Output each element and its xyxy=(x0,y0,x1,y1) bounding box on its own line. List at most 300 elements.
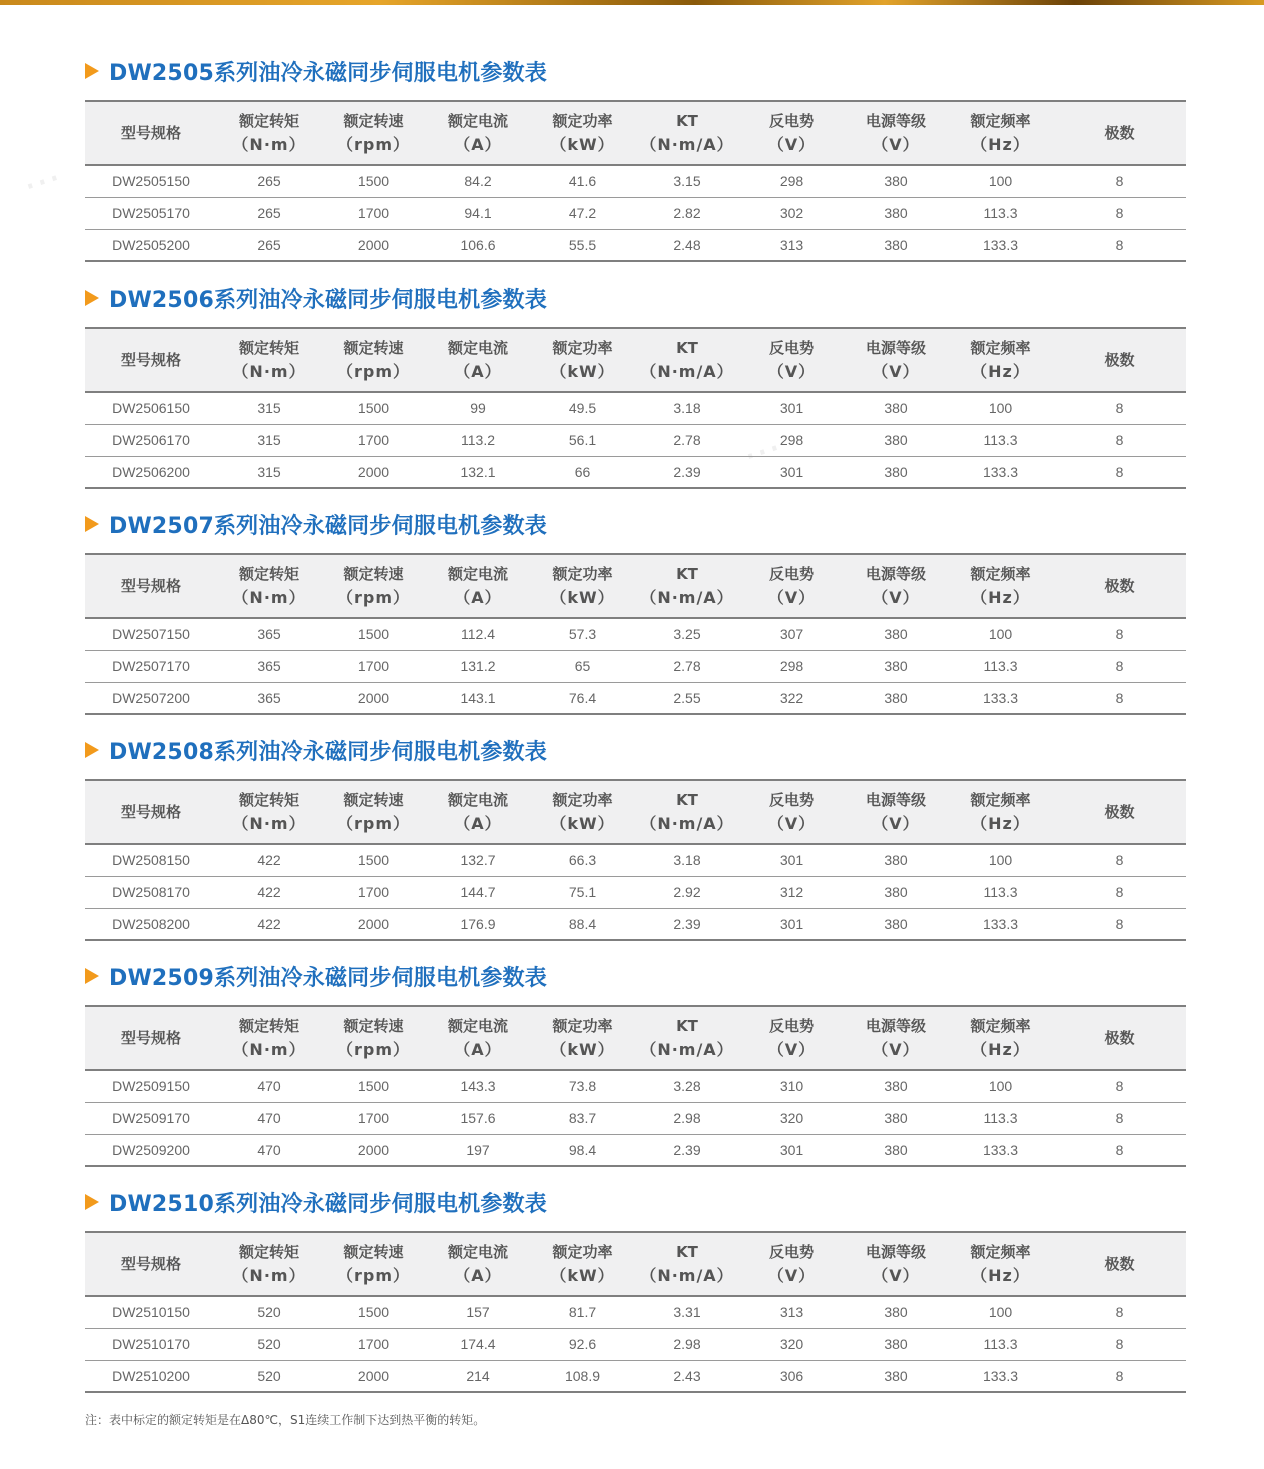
column-header xyxy=(635,780,739,844)
column-header xyxy=(530,1006,635,1070)
table-cell: 380 xyxy=(844,456,948,488)
table-cell: 380 xyxy=(884,1304,908,1321)
table-cell: 65 xyxy=(530,650,635,682)
column-header-unit: （N·m/A） xyxy=(640,814,734,833)
table-cell: 98.4 xyxy=(530,1134,635,1166)
column-header-unit: （N·m） xyxy=(232,1040,306,1059)
table-cell: 301 xyxy=(739,456,844,488)
table-cell: 422 xyxy=(217,876,321,908)
table-cell: 2.39 xyxy=(635,1134,739,1166)
table-cell: 365 xyxy=(217,650,321,682)
table-cell: 520 xyxy=(217,1360,321,1392)
table-row xyxy=(85,229,1186,261)
column-header-unit: （V） xyxy=(872,1266,920,1285)
table-cell: DW2510200 xyxy=(85,1360,217,1392)
table-cell: 320 xyxy=(739,1328,844,1360)
table-cell: 380 xyxy=(844,229,948,261)
watermark: … xyxy=(14,145,64,199)
column-header-label: 额定频率 xyxy=(970,1017,1031,1035)
column-header-unit: （kW） xyxy=(550,1266,615,1285)
column-header xyxy=(85,1232,217,1296)
table-cell: 1500 xyxy=(357,1304,390,1321)
table-cell: DW2505200 xyxy=(85,229,217,261)
table-cell: 73.8 xyxy=(568,1078,597,1095)
column-header xyxy=(85,1006,217,1070)
column-header-label: 反电势 xyxy=(768,791,814,809)
table-cell: 1500 xyxy=(357,400,390,417)
column-header xyxy=(948,1232,1053,1296)
table-cell: 92.6 xyxy=(530,1328,635,1360)
column-header-unit: （Hz） xyxy=(971,135,1030,154)
column-header-label: 电源等级 xyxy=(865,791,926,809)
table-cell: 108.9 xyxy=(530,1360,635,1392)
spec-table xyxy=(85,779,1186,941)
column-header-unit: （V） xyxy=(872,1040,920,1059)
table-cell: 380 xyxy=(844,1360,948,1392)
column-header xyxy=(321,101,426,165)
column-header-label: 额定电流 xyxy=(447,791,508,809)
table-cell: 113.3 xyxy=(948,650,1053,682)
header-row xyxy=(85,101,1186,165)
column-header-label: 电源等级 xyxy=(865,1243,926,1261)
table-row xyxy=(85,165,1186,197)
column-header-label: 额定电流 xyxy=(447,112,508,130)
table-cell: 1700 xyxy=(321,424,426,456)
column-header-unit: （A） xyxy=(454,1040,502,1059)
column-header-unit: （N·m） xyxy=(232,814,306,833)
table-cell: 133.3 xyxy=(948,908,1053,940)
watermark: … xyxy=(734,415,784,469)
column-header-unit: （rpm） xyxy=(336,135,411,154)
column-header-label: 型号规格 xyxy=(120,123,181,142)
column-header xyxy=(844,101,948,165)
table-cell: 133.3 xyxy=(948,682,1053,714)
column-header xyxy=(426,101,530,165)
column-header-label: 极数 xyxy=(1104,802,1135,821)
table-cell: 3.18 xyxy=(673,400,701,417)
table-cell: 8 xyxy=(1053,908,1186,940)
table-cell: 310 xyxy=(779,1078,804,1095)
table-cell: 106.6 xyxy=(426,229,530,261)
column-header-unit: （V） xyxy=(872,362,920,381)
table-cell: 380 xyxy=(844,197,948,229)
column-header-label: 极数 xyxy=(1104,1254,1135,1273)
table-cell: 56.1 xyxy=(530,424,635,456)
column-header xyxy=(217,554,321,618)
table-cell: 2.82 xyxy=(635,197,739,229)
table-cell: 131.2 xyxy=(426,650,530,682)
header-row xyxy=(85,554,1186,618)
table-cell: DW2510150 xyxy=(112,1304,190,1321)
column-header xyxy=(530,780,635,844)
column-header-unit: （N·m/A） xyxy=(640,588,734,607)
table-cell: 470 xyxy=(217,1102,321,1134)
column-header xyxy=(217,328,321,392)
table-cell: 157 xyxy=(466,1304,490,1321)
column-header xyxy=(1053,328,1186,392)
spec-table xyxy=(85,327,1186,489)
table-cell: DW2510170 xyxy=(85,1328,217,1360)
column-header-label: KT xyxy=(676,1017,698,1035)
column-header-label: 额定转矩 xyxy=(238,565,299,583)
column-header-unit: （rpm） xyxy=(336,814,411,833)
table-cell: 84.2 xyxy=(464,173,492,190)
table-cell: 2.98 xyxy=(635,1328,739,1360)
column-header-label: 额定转速 xyxy=(343,1243,404,1261)
table-cell: 380 xyxy=(844,908,948,940)
column-header-unit: （A） xyxy=(454,135,502,154)
table-cell: DW2506200 xyxy=(85,456,217,488)
table-cell: 2.39 xyxy=(635,908,739,940)
column-header-label: 极数 xyxy=(1104,123,1135,142)
table-cell: 380 xyxy=(844,1134,948,1166)
column-header xyxy=(844,554,948,618)
column-header-label: 额定转矩 xyxy=(238,339,299,357)
column-header-unit: （N·m） xyxy=(232,588,306,607)
column-header xyxy=(948,1006,1053,1070)
table-cell: 2.78 xyxy=(635,650,739,682)
column-header xyxy=(635,328,739,392)
column-header xyxy=(217,101,321,165)
table-cell: 298 xyxy=(739,424,844,456)
column-header-label: 反电势 xyxy=(768,112,814,130)
column-header xyxy=(530,1232,635,1296)
table-cell: 380 xyxy=(884,173,908,190)
header-row xyxy=(85,1006,1186,1070)
table-cell: 2.39 xyxy=(635,456,739,488)
table-cell: 380 xyxy=(844,1328,948,1360)
table-cell: 83.7 xyxy=(530,1102,635,1134)
column-header xyxy=(635,1232,739,1296)
table-row xyxy=(85,650,1186,682)
table-cell: 2000 xyxy=(321,1134,426,1166)
table-cell: 1500 xyxy=(357,852,390,869)
column-header-label: KT xyxy=(676,565,698,583)
column-header-label: 电源等级 xyxy=(865,339,926,357)
section-title xyxy=(85,1187,785,1217)
column-header-unit: （N·m/A） xyxy=(640,1040,734,1059)
table-cell: 302 xyxy=(739,197,844,229)
table-cell: DW2508200 xyxy=(85,908,217,940)
table-row xyxy=(85,1328,1186,1360)
column-header-label: 反电势 xyxy=(768,1017,814,1035)
column-header-unit: （Hz） xyxy=(971,362,1030,381)
column-header xyxy=(217,1232,321,1296)
table-cell: DW2508150 xyxy=(112,852,190,869)
table-cell: 8 xyxy=(1053,1328,1186,1360)
table-cell: 157.6 xyxy=(426,1102,530,1134)
table-cell: DW2507150 xyxy=(112,626,190,643)
column-header-unit: （A） xyxy=(454,588,502,607)
table-cell: 265 xyxy=(217,197,321,229)
table-row xyxy=(85,392,1186,424)
spec-table xyxy=(85,1005,1186,1167)
column-header-unit: （kW） xyxy=(550,1040,615,1059)
table-cell: 88.4 xyxy=(530,908,635,940)
table-cell: 365 xyxy=(217,682,321,714)
header-row xyxy=(85,328,1186,392)
table-row xyxy=(85,424,1186,456)
table-cell: 3.28 xyxy=(673,1078,701,1095)
table-cell: 66 xyxy=(530,456,635,488)
column-header-label: 型号规格 xyxy=(120,802,181,821)
spec-table xyxy=(85,1231,1186,1393)
column-header-label: 额定转矩 xyxy=(238,1243,299,1261)
table-cell: 2000 xyxy=(321,682,426,714)
table-cell: 1500 xyxy=(357,173,390,190)
table-cell: 301 xyxy=(739,908,844,940)
section-title xyxy=(85,961,785,991)
table-cell: 8 xyxy=(1115,626,1124,643)
table-cell: 301 xyxy=(739,1134,844,1166)
column-header xyxy=(85,554,217,618)
table-cell: 81.7 xyxy=(568,1304,597,1321)
table-cell: 113.3 xyxy=(948,424,1053,456)
column-header xyxy=(635,101,739,165)
column-header-unit: （kW） xyxy=(550,588,615,607)
table-cell: 41.6 xyxy=(568,173,597,190)
table-cell: 99 xyxy=(470,400,486,417)
column-header-unit: （V） xyxy=(767,135,816,154)
table-cell: 265 xyxy=(217,229,321,261)
table-cell: DW2507170 xyxy=(85,650,217,682)
column-header-label: 额定转速 xyxy=(343,112,404,130)
column-header xyxy=(426,780,530,844)
column-header-unit: （V） xyxy=(767,588,816,607)
table-cell: 113.3 xyxy=(948,876,1053,908)
section-title-text: DW2508系列油冷永磁同步伺服电机参数表 xyxy=(109,739,547,765)
table-cell: 144.7 xyxy=(426,876,530,908)
table-cell: 8 xyxy=(1115,173,1124,190)
section-title-text: DW2507系列油冷永磁同步伺服电机参数表 xyxy=(109,513,547,539)
table-row xyxy=(85,908,1186,940)
column-header xyxy=(426,554,530,618)
table-cell: 197 xyxy=(426,1134,530,1166)
table-cell: 143.3 xyxy=(460,1078,496,1095)
section-title-text: DW2510系列油冷永磁同步伺服电机参数表 xyxy=(109,1191,547,1217)
table-cell: 470 xyxy=(217,1134,321,1166)
column-header-unit: （V） xyxy=(767,814,816,833)
table-cell: 307 xyxy=(779,626,804,643)
column-header-label: 额定转速 xyxy=(343,791,404,809)
column-header-label: 电源等级 xyxy=(865,112,926,130)
column-header xyxy=(530,328,635,392)
column-header-label: 电源等级 xyxy=(865,565,926,583)
column-header-label: 额定转矩 xyxy=(238,791,299,809)
table-cell: 422 xyxy=(257,852,281,869)
table-cell: 57.3 xyxy=(568,626,597,643)
column-header-label: 型号规格 xyxy=(120,1028,181,1047)
table-cell: 320 xyxy=(739,1102,844,1134)
table-cell: 176.9 xyxy=(426,908,530,940)
table-cell: 380 xyxy=(844,876,948,908)
table-row xyxy=(85,876,1186,908)
table-cell: 75.1 xyxy=(530,876,635,908)
table-cell: 8 xyxy=(1053,1102,1186,1134)
table-cell: DW2505170 xyxy=(85,197,217,229)
column-header-label: 额定功率 xyxy=(552,339,613,357)
column-header-label: 额定频率 xyxy=(970,791,1031,809)
table-cell: 306 xyxy=(739,1360,844,1392)
column-header xyxy=(426,328,530,392)
table-cell: 313 xyxy=(779,1304,804,1321)
column-header xyxy=(948,328,1053,392)
table-cell: 133.3 xyxy=(948,456,1053,488)
table-cell: 2.78 xyxy=(635,424,739,456)
column-header-label: 额定功率 xyxy=(552,112,613,130)
column-header xyxy=(739,1232,844,1296)
column-header xyxy=(85,328,217,392)
column-header-unit: （A） xyxy=(454,362,502,381)
table-row xyxy=(85,1360,1186,1392)
table-cell: 380 xyxy=(844,424,948,456)
table-cell: 2000 xyxy=(321,229,426,261)
table-row xyxy=(85,456,1186,488)
column-header-unit: （Hz） xyxy=(971,1266,1030,1285)
column-header xyxy=(739,101,844,165)
table-cell: 8 xyxy=(1053,424,1186,456)
column-header-label: 反电势 xyxy=(768,1243,814,1261)
table-cell: 298 xyxy=(779,173,804,190)
table-cell: 8 xyxy=(1053,650,1186,682)
table-cell: 2000 xyxy=(321,456,426,488)
table-cell: 301 xyxy=(779,852,804,869)
column-header-unit: （N·m/A） xyxy=(640,362,734,381)
table-cell: 113.2 xyxy=(426,424,530,456)
table-cell: 8 xyxy=(1053,1134,1186,1166)
table-row xyxy=(85,1296,1186,1328)
table-cell: 55.5 xyxy=(530,229,635,261)
table-cell: 322 xyxy=(739,682,844,714)
table-cell: 365 xyxy=(257,626,281,643)
table-cell: 2.55 xyxy=(635,682,739,714)
column-header-unit: （N·m/A） xyxy=(640,135,734,154)
table-cell: 1700 xyxy=(321,1328,426,1360)
column-header xyxy=(844,780,948,844)
table-row xyxy=(85,1070,1186,1102)
column-header-unit: （V） xyxy=(872,135,920,154)
table-cell: 113.3 xyxy=(948,1328,1053,1360)
table-cell: 313 xyxy=(739,229,844,261)
header-row xyxy=(85,1232,1186,1296)
column-header xyxy=(635,554,739,618)
table-cell: 100 xyxy=(988,852,1013,869)
column-header-label: 额定电流 xyxy=(447,339,508,357)
column-header xyxy=(1053,1006,1186,1070)
column-header-unit: （Hz） xyxy=(971,814,1030,833)
column-header-label: 额定功率 xyxy=(552,565,613,583)
table-cell: 8 xyxy=(1115,1078,1124,1095)
table-cell: 1700 xyxy=(321,650,426,682)
column-header xyxy=(530,554,635,618)
table-cell: 1500 xyxy=(357,1078,390,1095)
column-header-label: 额定转速 xyxy=(343,339,404,357)
column-header-label: 额定电流 xyxy=(447,1017,508,1035)
column-header-label: 额定功率 xyxy=(552,791,613,809)
table-cell: 315 xyxy=(217,456,321,488)
triangle-bullet-icon xyxy=(85,63,99,79)
column-header-label: 额定电流 xyxy=(447,1243,508,1261)
table-cell: DW2507200 xyxy=(85,682,217,714)
table-cell: 1500 xyxy=(357,626,390,643)
column-header-label: 额定频率 xyxy=(970,1243,1031,1261)
column-header xyxy=(739,328,844,392)
table-cell: 380 xyxy=(884,1078,908,1095)
table-cell: 301 xyxy=(779,400,804,417)
column-header-label: 型号规格 xyxy=(120,1254,181,1273)
column-header-unit: （V） xyxy=(767,1266,816,1285)
column-header-label: KT xyxy=(676,1243,698,1261)
column-header xyxy=(739,780,844,844)
table-row xyxy=(85,197,1186,229)
table-cell: 133.3 xyxy=(948,1360,1053,1392)
table-cell: 470 xyxy=(257,1078,281,1095)
column-header-unit: （Hz） xyxy=(971,1040,1030,1059)
column-header xyxy=(1053,101,1186,165)
column-header-label: KT xyxy=(676,112,698,130)
column-header-unit: （rpm） xyxy=(336,1040,411,1059)
column-header-label: 额定转矩 xyxy=(238,112,299,130)
column-header xyxy=(321,328,426,392)
footnote: 注：表中标定的额定转矩是在Δ80℃，S1连续工作制下达到热平衡的转矩。 xyxy=(85,1413,486,1427)
table-cell: 132.1 xyxy=(426,456,530,488)
table-cell: 100 xyxy=(988,1304,1013,1321)
column-header xyxy=(530,101,635,165)
triangle-bullet-icon xyxy=(85,516,99,532)
column-header-unit: （N·m） xyxy=(232,362,306,381)
column-header xyxy=(844,328,948,392)
column-header-unit: （rpm） xyxy=(336,1266,411,1285)
table-cell: DW2509200 xyxy=(85,1134,217,1166)
table-cell: 133.3 xyxy=(948,229,1053,261)
table-cell: 3.15 xyxy=(673,173,701,190)
column-header xyxy=(739,554,844,618)
column-header-unit: （N·m） xyxy=(232,1266,306,1285)
table-cell: 8 xyxy=(1053,229,1186,261)
column-header-unit: （kW） xyxy=(550,135,615,154)
column-header xyxy=(217,780,321,844)
section-title-text: DW2509系列油冷永磁同步伺服电机参数表 xyxy=(109,965,547,991)
table-cell: 113.3 xyxy=(948,197,1053,229)
column-header-label: 额定频率 xyxy=(970,565,1031,583)
table-cell: 380 xyxy=(844,682,948,714)
table-cell: 3.25 xyxy=(673,626,701,643)
table-cell: 2.92 xyxy=(635,876,739,908)
table-cell: 2.98 xyxy=(635,1102,739,1134)
table-cell: 66.3 xyxy=(568,852,597,869)
column-header xyxy=(321,1006,426,1070)
table-row xyxy=(85,682,1186,714)
column-header-label: 电源等级 xyxy=(865,1017,926,1035)
section-title xyxy=(85,283,785,313)
column-header-unit: （V） xyxy=(767,362,816,381)
column-header-label: 额定功率 xyxy=(552,1243,613,1261)
column-header-label: 反电势 xyxy=(768,339,814,357)
table-cell: 8 xyxy=(1053,1360,1186,1392)
table-cell: 133.3 xyxy=(948,1134,1053,1166)
column-header-unit: （rpm） xyxy=(336,362,411,381)
section-title xyxy=(85,735,785,765)
table-cell: 100 xyxy=(988,626,1013,643)
section-title xyxy=(85,56,785,86)
section-title-text: DW2506系列油冷永磁同步伺服电机参数表 xyxy=(109,287,547,313)
column-header-label: KT xyxy=(676,791,698,809)
table-cell: 214 xyxy=(426,1360,530,1392)
table-cell: 2.48 xyxy=(635,229,739,261)
column-header xyxy=(844,1006,948,1070)
column-header xyxy=(844,1232,948,1296)
table-cell: 8 xyxy=(1115,852,1124,869)
